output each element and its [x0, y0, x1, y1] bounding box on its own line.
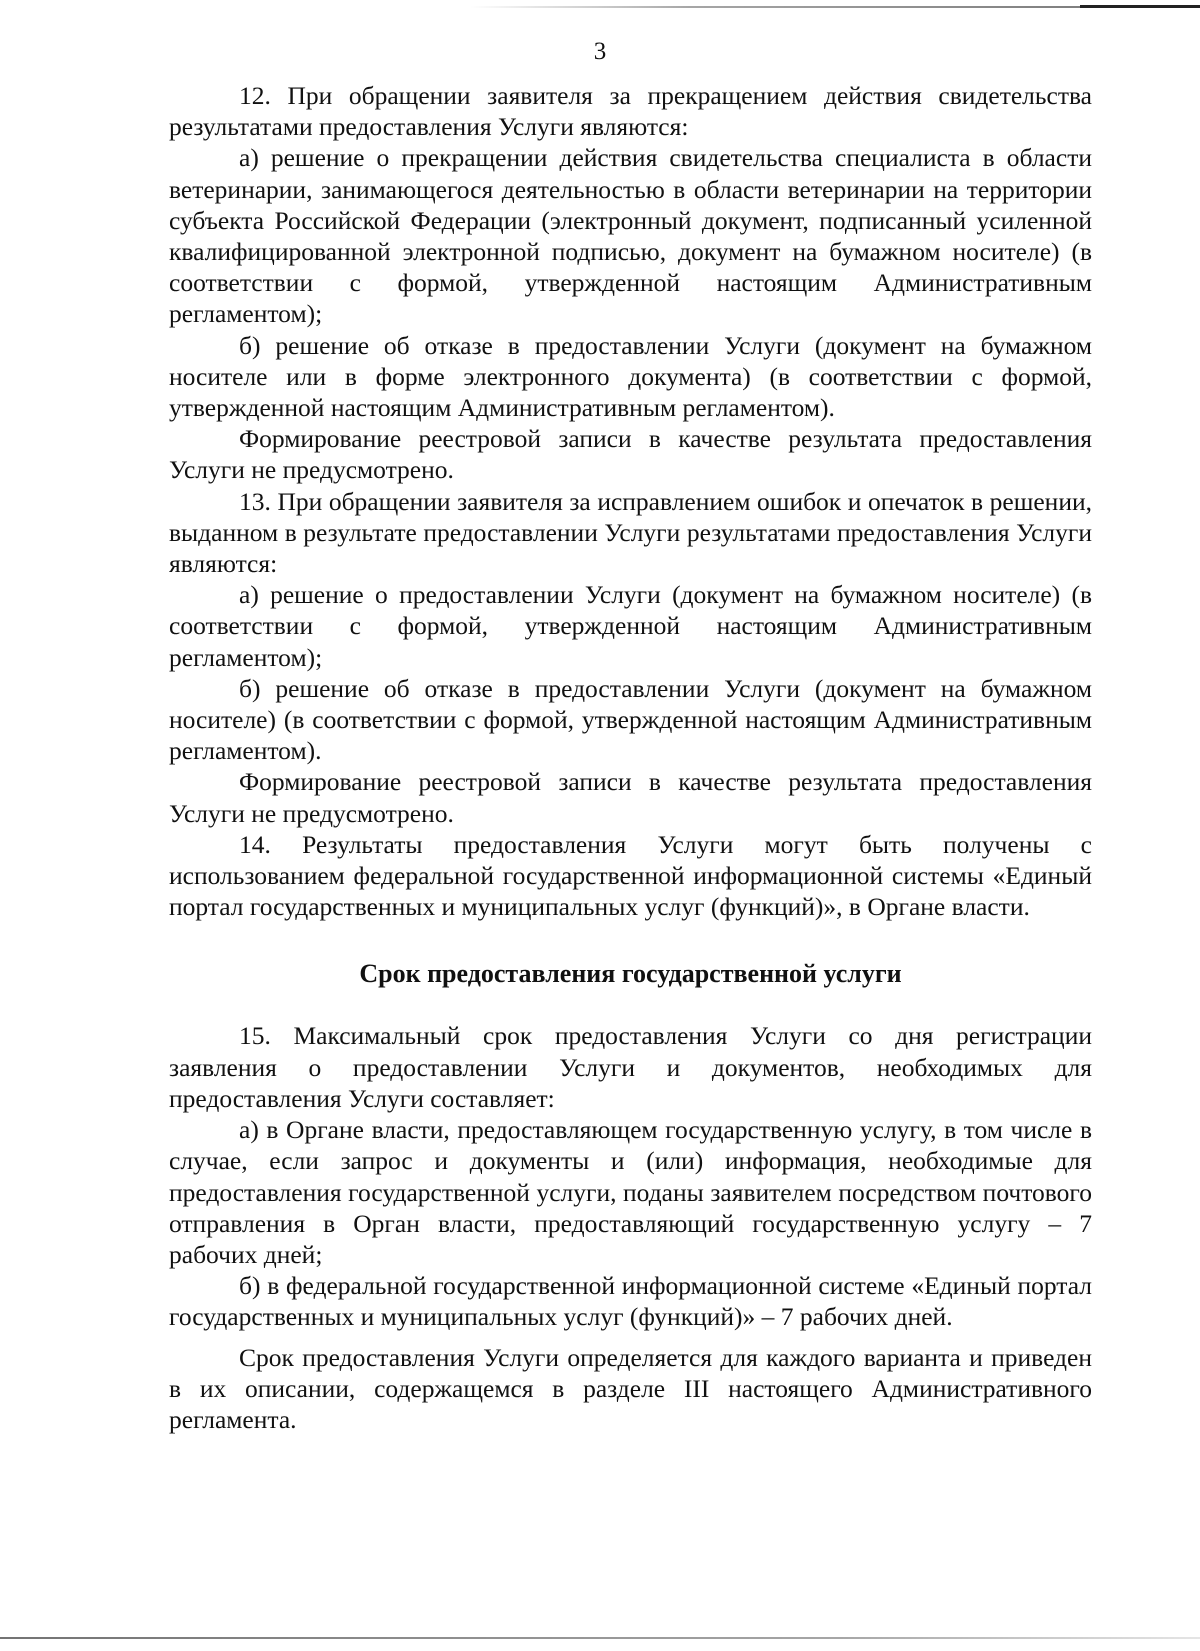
- paragraph-12b: б) решение об отказе в предоставлении Услуги (документ на бумажном носителе или в форме электронного документа) (в соответствии с формой, утвержденной настоящим Административным регламентом).: [169, 330, 1092, 423]
- section-heading: Срок предоставления государственной услуги: [359, 959, 902, 989]
- paragraph-15a: а) в Органе власти, предоставляющем государственную услугу, в том числе в случае, если запрос и документы и (или) информация, необходимые для предоставления государственной услуги, поданы заявителем посредством почтового отправления в Орган власти, предоставляющий государственную услугу – 7 рабочих дней;: [169, 1115, 1092, 1269]
- page-number: 3: [593, 38, 607, 65]
- paragraph-gap: [169, 1333, 1092, 1342]
- paragraph-14: 14. Результаты предоставления Услуги могут быть получены с использованием федеральной государственной информационной системы «Единый портал государственных и муниципальных услуг (функций)», в Органе власти.: [169, 829, 1092, 922]
- paragraph-15: 15. Максимальный срок предоставления Услуги со дня регистрации заявления о предоставлении Услуги и документов, необходимых для предоставления Услуги составляет:: [169, 1021, 1092, 1113]
- paragraph-12a: а) решение о прекращении действия свидетельства специалиста в области ветеринарии, занимающегося деятельностью в области ветеринарии на территории субъекта Российской Федерации (электронный документ, подписанный усиленной квалифицированной электронной подписью, документ на бумажном носителе) (в соответствии с формой, утвержденной настоящим Административным регламентом);: [169, 143, 1092, 329]
- paragraph-12: 12. При обращении заявителя за прекращением действия свидетельства результатами предоставления Услуги являются:: [169, 81, 1092, 142]
- scan-edge-top-right: [1080, 5, 1200, 8]
- paragraph-13: 13. При обращении заявителя за исправлением ошибок и опечаток в решении, выданном в результате предоставлении Услуги результатами предоставления Услуги являются:: [169, 486, 1092, 579]
- paragraph-12-registry-note: Формирование реестровой записи в качестве результата предоставления Услуги не предусмотрено.: [169, 424, 1092, 485]
- paragraph-13a: а) решение о предоставлении Услуги (документ на бумажном носителе) (в соответствии с формой, утвержденной настоящим Административным регламентом);: [169, 580, 1092, 672]
- paragraph-13b: б) решение об отказе в предоставлении Услуги (документ на бумажном носителе) (в соответствии с формой, утвержденной настоящим Административным регламентом).: [169, 673, 1092, 766]
- paragraph-15b: б) в федеральной государственной информационной системе «Единый портал государственных и муниципальных услуг (функций)» – 7 рабочих дней.: [169, 1271, 1092, 1332]
- paragraph-13-registry-note: Формирование реестровой записи в качестве результата предоставления Услуги не предусмотрено.: [169, 767, 1092, 828]
- scan-edge-bottom: [0, 1637, 1200, 1639]
- paragraph-term-note: Срок предоставления Услуги определяется для каждого варианта и приведен в их описании, содержащемся в разделе III настоящего Административного регламента.: [169, 1342, 1092, 1434]
- document-body: [169, 80, 1092, 1435]
